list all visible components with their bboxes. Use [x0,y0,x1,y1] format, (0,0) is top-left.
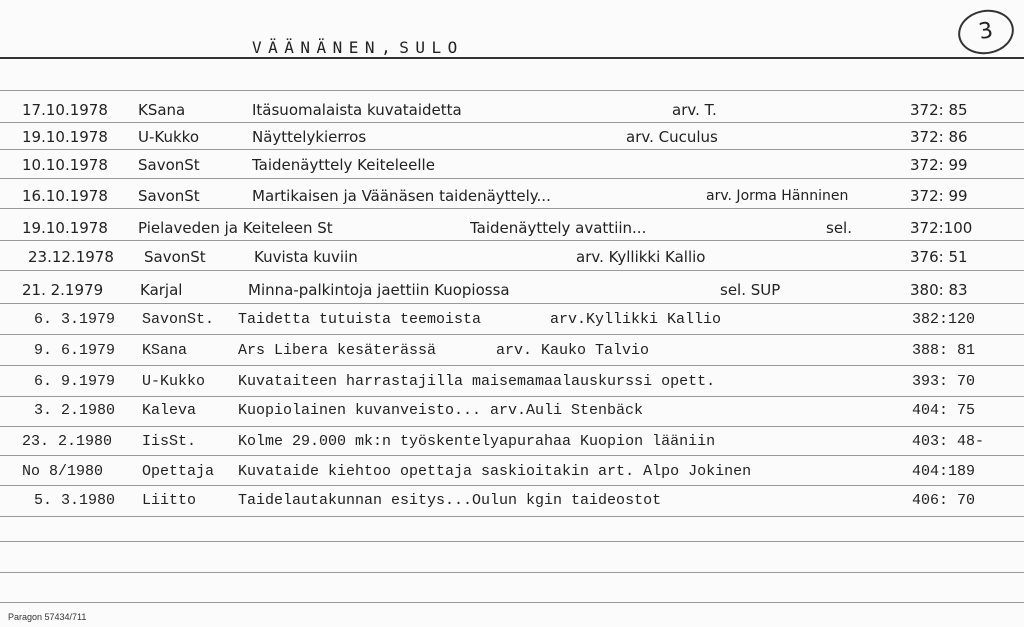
entry-source: Karjal [140,281,183,299]
entry-source: SavonSt [138,187,200,205]
entry-text: Taidenäyttely Keiteleelle [252,156,435,174]
entry-date: 16.10.1978 [22,187,108,205]
entry-text: Taidetta tutuista teemoista [238,311,482,328]
entry-note: sel. [826,219,852,237]
title-first-name: SULO [399,38,464,57]
entry-note: sel. SUP [720,281,781,299]
entry-date: 23. 2.1980 [22,433,113,450]
card-footer-print: Paragon 57434/711 [8,612,87,622]
entry-text: Kuvista kuviin [254,248,358,266]
entry-ref: 380: 83 [910,281,968,299]
entry-note: arv.Auli Stenbäck [490,402,644,419]
ruled-line [0,396,1024,397]
entry-source: U-Kukko [142,373,206,390]
entry-text: Itäsuomalaista kuvataidetta [252,101,462,119]
ruled-line [0,426,1024,427]
ruled-line [0,365,1024,366]
entry-source: SavonSt [138,156,200,174]
entry-note: arv. Kauko Talvio [496,342,650,359]
entry-source: Opettaja [142,463,215,480]
entry-text: Taidelautakunnan esitys...Oulun kgin taideostot [238,492,662,509]
entry-ref: 376: 51 [910,248,968,266]
header-rule [0,57,1024,59]
entry-text: Kuvataide kiehtoo opettaja saskioitakin art. Alpo Jokinen [238,463,752,480]
entry-text: Taidenäyttely avattiin... [470,219,647,237]
entry-text: Kuopiolainen kuvanveisto... [238,402,482,419]
entry-source: SavonSt. [142,311,215,328]
entry-note: arv.Kyllikki Kallio [550,311,722,328]
ruled-line [0,485,1024,486]
ruled-line [0,208,1024,209]
ruled-line [0,90,1024,91]
entry-note: arv. Kyllikki Kallio [576,248,706,266]
ruled-line [0,602,1024,603]
ruled-line [0,572,1024,573]
ruled-line [0,122,1024,123]
card-title [252,38,464,57]
entry-date: 10.10.1978 [22,156,108,174]
entry-ref: 393: 70 [912,373,976,390]
entry-ref: 404: 75 [912,402,976,419]
entry-source: KSana [142,342,188,359]
entry-date: No 8/1980 [22,463,104,480]
entry-date: 17.10.1978 [22,101,108,119]
entry-date: 19.10.1978 [22,219,108,237]
card-number-circle: 3 [955,5,1018,58]
ruled-line [0,303,1024,304]
entry-date: 6. 3.1979 [34,311,116,328]
entry-ref: 372: 85 [910,101,968,119]
entry-text: Minna-palkintoja jaettiin Kuopiossa [248,281,510,299]
entry-ref: 372: 99 [910,187,968,205]
entry-source: IisSt. [142,433,197,450]
entry-date: 21. 2.1979 [22,281,104,299]
entry-ref: 404:189 [912,463,976,480]
ruled-line [0,178,1024,179]
ruled-line [0,149,1024,150]
title-surname: VÄÄNÄNEN, [252,38,398,57]
entry-note: arv. T. [672,101,717,119]
ruled-line [0,516,1024,517]
ruled-line [0,270,1024,271]
entry-date: 19.10.1978 [22,128,108,146]
entry-ref: 406: 70 [912,492,976,509]
entry-note: arv. Cuculus [626,128,718,146]
entry-ref: 372:100 [910,219,973,237]
entry-date: 6. 9.1979 [34,373,116,390]
entry-source: Liitto [142,492,197,509]
entry-date: 9. 6.1979 [34,342,116,359]
entry-text: Ars Libera kesäterässä [238,342,437,359]
entry-source: Kaleva [142,402,197,419]
entry-text: Kolme 29.000 mk:n työskentelyapurahaa Kuopion lääniin [238,433,716,450]
ruled-line [0,240,1024,241]
ruled-line [0,334,1024,335]
entry-ref: 382:120 [912,311,976,328]
entry-date: 3. 2.1980 [34,402,116,419]
entry-source: U-Kukko [138,128,200,146]
entry-source: KSana [138,101,186,119]
entry-date: 5. 3.1980 [34,492,116,509]
entry-source: SavonSt [144,248,206,266]
ruled-line [0,455,1024,456]
entry-date: 23.12.1978 [28,248,114,266]
entry-ref: 372: 86 [910,128,968,146]
entry-note: arv. Jorma Hänninen [706,188,849,204]
entry-text: Kuvataiteen harrastajilla maisemamaalauskurssi opett. [238,373,716,390]
ruled-line [0,541,1024,542]
entry-ref: 388: 81 [912,342,976,359]
entry-source: Pielaveden ja Keiteleen St [138,219,333,237]
entry-text: Näyttelykierros [252,128,367,146]
entry-ref: 372: 99 [910,156,968,174]
entry-ref: 403: 48- [912,433,985,450]
entry-text: Martikaisen ja Väänäsen taidenäyttely... [252,187,551,205]
